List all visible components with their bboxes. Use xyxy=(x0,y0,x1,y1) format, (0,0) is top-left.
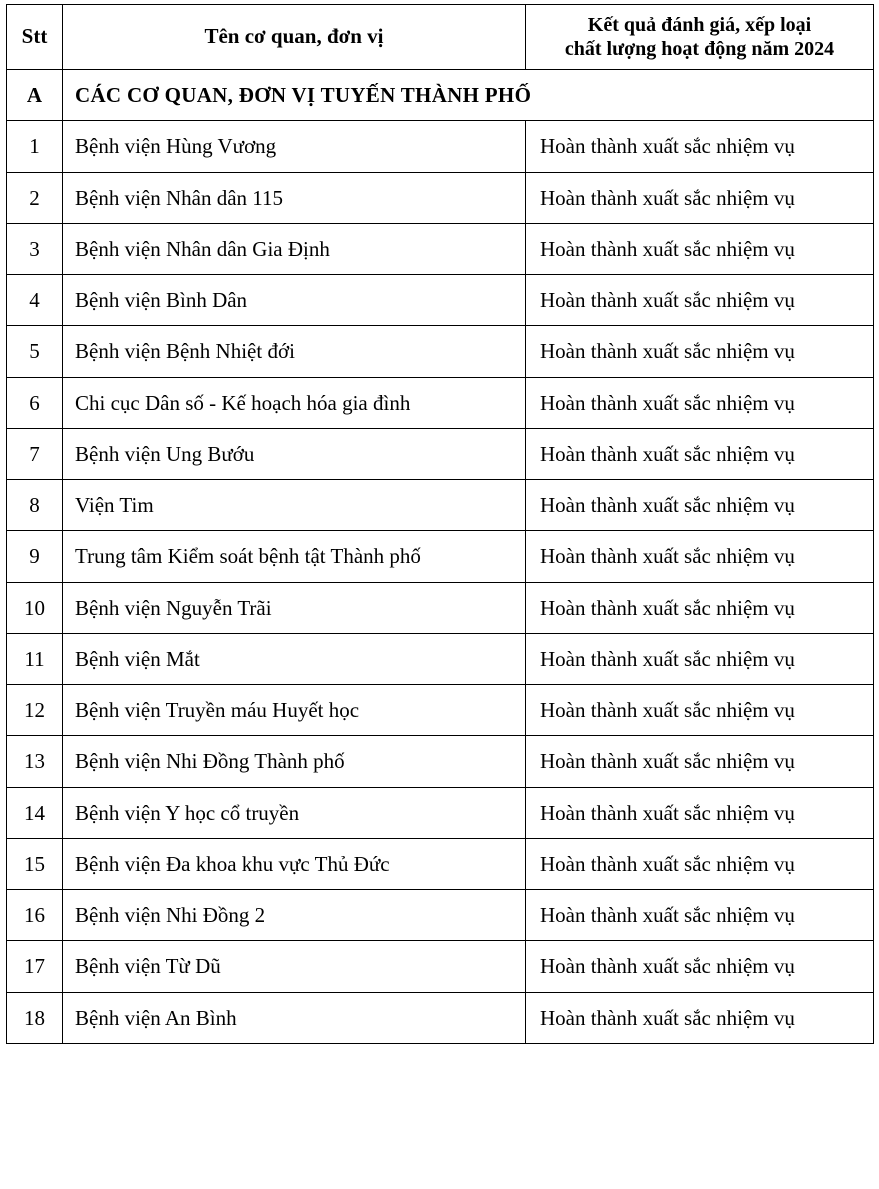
cell-organization-name: Bệnh viện Từ Dũ xyxy=(63,941,526,992)
cell-evaluation-result: Hoàn thành xuất sắc nhiệm vụ xyxy=(526,377,874,428)
cell-evaluation-result: Hoàn thành xuất sắc nhiệm vụ xyxy=(526,941,874,992)
table-row xyxy=(7,890,874,941)
cell-evaluation-result: Hoàn thành xuất sắc nhiệm vụ xyxy=(526,685,874,736)
evaluation-results-table xyxy=(6,4,874,1044)
cell-organization-name: Bệnh viện Bình Dân xyxy=(63,275,526,326)
cell-stt: 15 xyxy=(7,838,63,889)
cell-stt: 6 xyxy=(7,377,63,428)
cell-stt: 16 xyxy=(7,890,63,941)
cell-evaluation-result: Hoàn thành xuất sắc nhiệm vụ xyxy=(526,531,874,582)
column-header-result-line2: chất lượng hoạt động năm 2024 xyxy=(564,38,835,60)
cell-organization-name: Bệnh viện Y học cổ truyền xyxy=(63,787,526,838)
cell-stt: 7 xyxy=(7,428,63,479)
cell-stt: 1 xyxy=(7,121,63,172)
table-row xyxy=(7,377,874,428)
cell-stt: 13 xyxy=(7,736,63,787)
cell-stt: 11 xyxy=(7,633,63,684)
table-row xyxy=(7,992,874,1043)
cell-evaluation-result: Hoàn thành xuất sắc nhiệm vụ xyxy=(526,121,874,172)
cell-stt: 8 xyxy=(7,480,63,531)
table-header xyxy=(7,5,874,70)
cell-stt: 5 xyxy=(7,326,63,377)
table-row xyxy=(7,633,874,684)
cell-evaluation-result: Hoàn thành xuất sắc nhiệm vụ xyxy=(526,736,874,787)
cell-evaluation-result: Hoàn thành xuất sắc nhiệm vụ xyxy=(526,275,874,326)
cell-organization-name: Bệnh viện Bệnh Nhiệt đới xyxy=(63,326,526,377)
cell-organization-name: Bệnh viện Truyền máu Huyết học xyxy=(63,685,526,736)
cell-evaluation-result: Hoàn thành xuất sắc nhiệm vụ xyxy=(526,890,874,941)
cell-stt: 9 xyxy=(7,531,63,582)
cell-organization-name: Bệnh viện Nhi Đồng 2 xyxy=(63,890,526,941)
cell-evaluation-result: Hoàn thành xuất sắc nhiệm vụ xyxy=(526,838,874,889)
cell-organization-name: Bệnh viện Ung Bướu xyxy=(63,428,526,479)
cell-stt: 12 xyxy=(7,685,63,736)
cell-evaluation-result: Hoàn thành xuất sắc nhiệm vụ xyxy=(526,326,874,377)
cell-evaluation-result: Hoàn thành xuất sắc nhiệm vụ xyxy=(526,223,874,274)
cell-evaluation-result: Hoàn thành xuất sắc nhiệm vụ xyxy=(526,172,874,223)
table-row xyxy=(7,121,874,172)
table-row xyxy=(7,736,874,787)
cell-evaluation-result: Hoàn thành xuất sắc nhiệm vụ xyxy=(526,480,874,531)
table-row xyxy=(7,172,874,223)
table-row xyxy=(7,223,874,274)
table-row xyxy=(7,480,874,531)
cell-stt: 18 xyxy=(7,992,63,1043)
section-code: A xyxy=(7,70,63,121)
column-header-result xyxy=(526,5,874,70)
cell-evaluation-result: Hoàn thành xuất sắc nhiệm vụ xyxy=(526,582,874,633)
table-row xyxy=(7,275,874,326)
table-row xyxy=(7,685,874,736)
table-row xyxy=(7,838,874,889)
table-body xyxy=(7,70,874,1044)
cell-organization-name: Chi cục Dân số - Kế hoạch hóa gia đình xyxy=(63,377,526,428)
table-row xyxy=(7,428,874,479)
cell-evaluation-result: Hoàn thành xuất sắc nhiệm vụ xyxy=(526,428,874,479)
cell-stt: 10 xyxy=(7,582,63,633)
cell-stt: 14 xyxy=(7,787,63,838)
cell-organization-name: Bệnh viện Nhân dân 115 xyxy=(63,172,526,223)
cell-organization-name: Bệnh viện Nhân dân Gia Định xyxy=(63,223,526,274)
cell-evaluation-result: Hoàn thành xuất sắc nhiệm vụ xyxy=(526,633,874,684)
cell-organization-name: Bệnh viện Hùng Vương xyxy=(63,121,526,172)
cell-organization-name: Viện Tim xyxy=(63,480,526,531)
cell-stt: 17 xyxy=(7,941,63,992)
cell-organization-name: Bệnh viện Nhi Đồng Thành phố xyxy=(63,736,526,787)
column-header-result-line1: Kết quả đánh giá, xếp loại xyxy=(587,14,812,36)
cell-organization-name: Bệnh viện Nguyễn Trãi xyxy=(63,582,526,633)
cell-organization-name: Bệnh viện Đa khoa khu vực Thủ Đức xyxy=(63,838,526,889)
table-row xyxy=(7,582,874,633)
cell-stt: 3 xyxy=(7,223,63,274)
table-row xyxy=(7,326,874,377)
header-row xyxy=(7,5,874,70)
column-header-name: Tên cơ quan, đơn vị xyxy=(63,5,526,70)
cell-organization-name: Trung tâm Kiểm soát bệnh tật Thành phố xyxy=(63,531,526,582)
table-row xyxy=(7,941,874,992)
cell-evaluation-result: Hoàn thành xuất sắc nhiệm vụ xyxy=(526,992,874,1043)
column-header-stt: Stt xyxy=(7,5,63,70)
cell-organization-name: Bệnh viện Mắt xyxy=(63,633,526,684)
cell-organization-name: Bệnh viện An Bình xyxy=(63,992,526,1043)
table-row xyxy=(7,787,874,838)
cell-stt: 2 xyxy=(7,172,63,223)
table-section-row xyxy=(7,70,874,121)
cell-stt: 4 xyxy=(7,275,63,326)
table-row xyxy=(7,531,874,582)
section-title: CÁC CƠ QUAN, ĐƠN VỊ TUYẾN THÀNH PHỐ xyxy=(63,70,874,121)
cell-evaluation-result: Hoàn thành xuất sắc nhiệm vụ xyxy=(526,787,874,838)
